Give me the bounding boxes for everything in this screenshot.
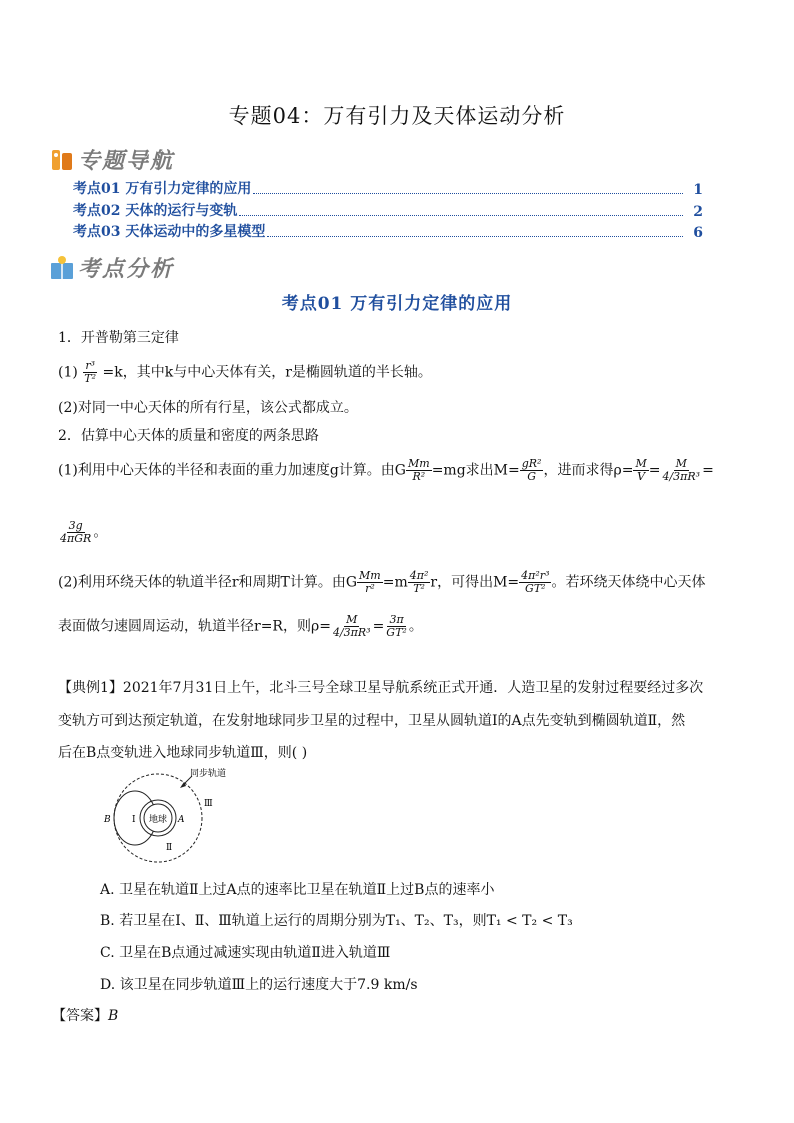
text-fragment: 。若环绕天体绕中心天体 [551,574,706,591]
fraction-numerator: 3g [68,519,83,532]
book-lightbulb-icon [50,255,74,281]
label-orbit-i: Ⅰ [132,815,136,825]
toc-item-page: 1 [693,182,703,198]
analysis-header [50,252,174,283]
fraction [357,570,383,595]
text-fragment: 表面做匀速圆周运动，轨道半径r=R，则ρ= [58,618,331,635]
fraction [58,520,93,545]
option-b[interactable]: B. 若卫星在Ⅰ、Ⅱ、Ⅲ轨道上运行的周期分别为T₁、T₂、T₃，则T₁ < T₂ < T₃ [100,913,573,929]
kepler-heading: 1．开普勒第三定律 [58,330,179,346]
option-d[interactable]: D. 该卫星在同步轨道Ⅲ上的运行速度大于7.9 km/s [100,977,418,993]
toc-leader-dots [239,215,683,216]
fraction-numerator: 4π² [409,569,429,582]
label-orbit-ii: Ⅱ [166,843,173,853]
toc-item-label: 考点02 天体的运行与变轨 [73,203,238,219]
fraction-denominator: GT² [525,582,546,595]
toc-item[interactable] [73,202,703,220]
fraction-denominator: T² [413,582,425,595]
fraction-numerator: M [346,613,358,626]
example-line-1: 【典例1】2021年7月31日上午，北斗三号全球卫星导航系统正式开通．人造卫星的发射过程要经过多次 [58,680,704,696]
method-2-line [58,570,705,595]
answer-label: 【答案】 [52,1008,108,1024]
fraction [633,458,648,483]
nav-header-text: 专题导航 [78,149,175,174]
text-fragment: (2)利用环绕天体的轨道半径r和周期T计算。由G [58,574,358,591]
option-a[interactable]: A. 卫星在轨道Ⅱ上过A点的速率比卫星在轨道Ⅱ上过B点的速率小 [100,882,495,898]
section-title: 考点01 万有引力定律的应用 [281,294,513,314]
toc-item-page: 6 [693,225,703,241]
fraction-denominator: 4/3πR³ [662,470,701,483]
label-sync-orbit: 同步轨道 [190,769,227,779]
fraction [660,458,702,483]
toc-leader-dots [253,193,683,194]
fraction-numerator: gR² [521,457,542,470]
option-c[interactable]: C. 卫星在B点通过减速实现由轨道Ⅱ进入轨道Ⅲ [100,945,391,961]
toc-item[interactable] [73,223,703,241]
fraction [406,458,432,483]
toc-item-label: 考点01 万有引力定律的应用 [73,181,252,197]
label-a: A [178,815,185,825]
fraction-denominator: 4/3πR³ [332,626,371,639]
answer-value: B [108,1008,119,1024]
kepler-formula-line [58,360,432,385]
fraction-numerator: Mm [359,569,381,582]
fraction-denominator: r² [365,582,375,595]
fraction-denominator: R² [412,470,426,483]
fraction-numerator: 4π²r³ [521,569,550,582]
text-fragment: (1)利用中心天体的半径和表面的重力加速度g计算。由G [58,462,406,479]
example-line-2: 变轨方可到达预定轨道，在发射地球同步卫星的过程中，卫星从圆轨道Ⅰ的A点先变轨到椭圆轨道Ⅱ，然 [58,713,686,729]
text-fragment: =mg求出M= [431,462,520,479]
fraction-numerator: Mm [407,457,430,470]
text-fragment: = [372,618,385,635]
toc-leader-dots [267,236,683,237]
text-fragment: ，进而求得ρ= [543,462,634,479]
label-earth: 地球 [149,815,168,825]
fraction-denominator: T² [84,372,97,385]
text-fragment: (1) [58,364,78,381]
fraction-numerator: 3π [389,613,404,626]
estimate-heading: 2．估算中心天体的质量和密度的两条思路 [58,428,319,444]
text-fragment: r，可得出M= [430,574,520,591]
navigation-icon [50,147,74,173]
method-1-line [58,458,714,483]
fraction [408,570,431,595]
fraction-numerator: r³ [85,359,95,372]
fraction [519,570,551,595]
toc-item-label: 考点03 天体运动中的多星模型 [73,224,266,240]
fraction [384,614,409,639]
text-fragment: = [648,462,661,479]
fraction-denominator: V [637,470,646,483]
text-fragment: =m [382,574,408,591]
text-fragment: =k，其中k与中心天体有关，r是椭圆轨道的半长轴。 [102,364,432,381]
kepler-line-2: (2)对同一中心天体的所有行星，该公式都成立。 [58,400,358,416]
fraction-numerator: M [675,457,687,470]
fraction-denominator: G [527,470,536,483]
method-2-line-2 [58,614,423,639]
topic-navigation-header [50,144,174,175]
fraction [82,360,98,385]
fraction-denominator: 4πGR [60,532,92,545]
answer-line [52,1006,118,1026]
text-fragment: = [702,462,714,479]
label-b: B [104,815,111,825]
page-title: 专题04：万有引力及天体运动分析 [228,104,566,128]
text-fragment: 。 [93,524,108,541]
text-fragment: 。 [408,618,423,635]
toc-item-page: 2 [693,204,703,220]
fraction-numerator: M [635,457,647,470]
orbit-diagram [100,770,240,870]
toc-item[interactable] [73,180,703,198]
fraction [520,458,544,483]
method-1-result [58,520,107,545]
label-orbit-iii: Ⅲ [204,799,213,809]
fraction-denominator: GT² [386,626,407,639]
example-line-3: 后在B点变轨进入地球同步轨道Ⅲ，则( ) [58,745,308,761]
fraction [331,614,373,639]
analysis-header-text: 考点分析 [78,257,175,282]
